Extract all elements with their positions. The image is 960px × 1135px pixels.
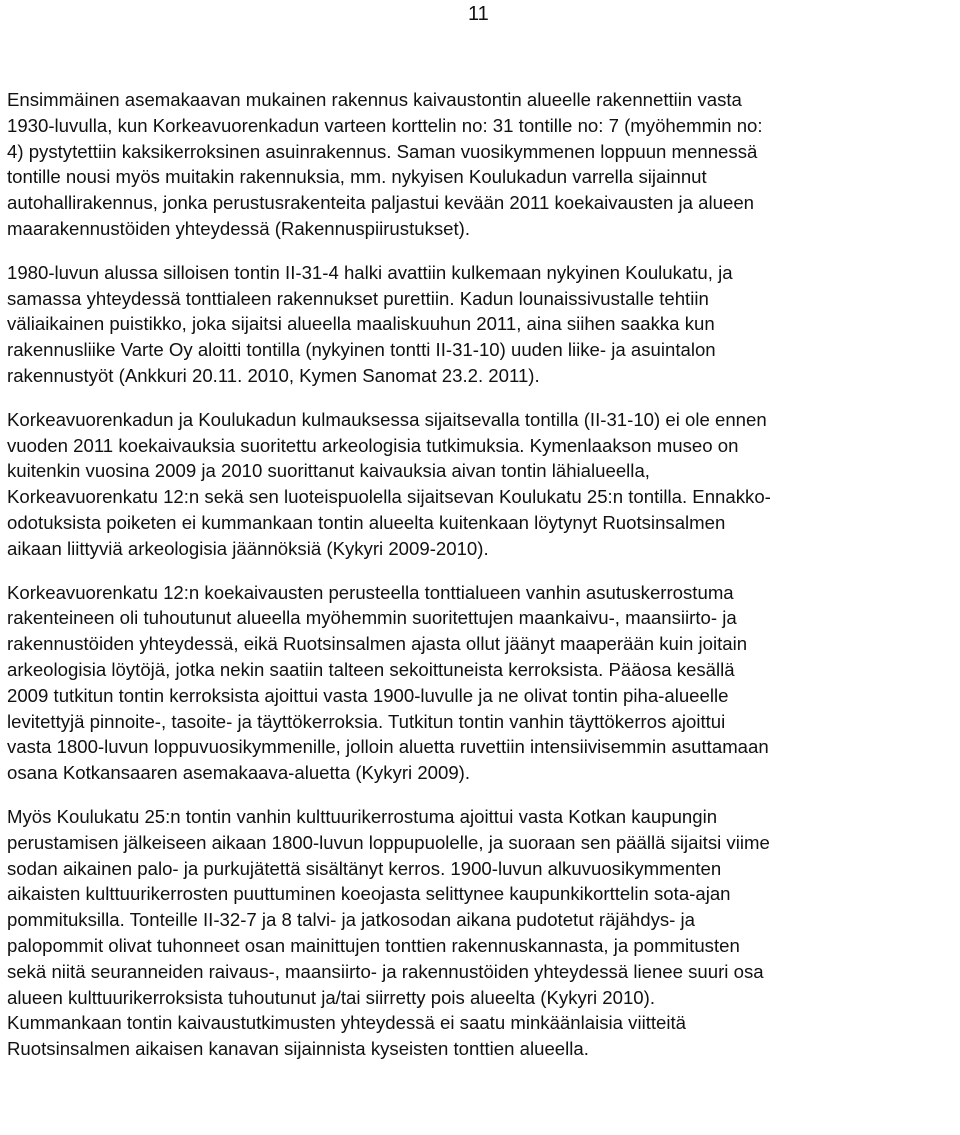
text-line: odotuksista poiketen ei kummankaan tontin alueelta kuitenkaan löytynyt Ruotsinsalmen [7,511,726,533]
text-line: alueen kulttuurikerroksista tuhoutunut ja/tai siirretty pois alueelta (Kykyri 2010). [7,986,656,1008]
text-line: Kummankaan tontin kaivaustutkimusten yhteydessä ei saatu minkäänlaisia viitteitä [7,1012,687,1034]
text-line: Korkeavuorenkadun ja Koulukadun kulmauksessa sijaitsevalla tontilla (II-31-10) ei ole ennen [7,408,767,430]
text-line: rakennustyöt (Ankkuri 20.11. 2010, Kymen Sanomat 23.2. 2011). [7,364,540,386]
text-line: tontille nousi myös muitakin rakennuksia, mm. nykyisen Koulukadun varrella sijainnut [7,166,707,188]
text-line: rakenteineen oli tuhoutunut alueella myöhemmin suoritettujen maankaivu-, maansiirto- ja [7,607,737,629]
text-line: aikaan liittyviä arkeologisia jäännöksiä (Kykyri 2009-2010). [7,537,489,559]
text-line: aikaisten kulttuurikerrosten puuttuminen koeojasta selittynee kaupunkikorttelin sota-ajan [7,883,731,905]
text-line: pommituksilla. Tonteille II-32-7 ja 8 talvi- ja jatkosodan aikana pudotetut räjähdys- ja [7,909,695,931]
text-line: vuoden 2011 koekaivauksia suoritettu arkeologisia tutkimuksia. Kymenlaakson museo on [7,434,739,456]
text-line: osana Kotkansaaren asemakaava-aluetta (Kykyri 2009). [7,762,471,784]
text-line: samassa yhteydessä tonttialeen rakennukset purettiin. Kadun lounaissivustalle tehtiin [7,287,709,309]
text-line: 1930-luvulla, kun Korkeavuorenkadun varteen korttelin no: 31 tontille no: 7 (myöhemmin no: [7,114,763,136]
text-line: Korkeavuorenkatu 12:n sekä sen luoteispuolella sijaitsevan Koulukatu 25:n tontilla. Ennakko- [7,486,771,508]
text-line: kuitenkin vuosina 2009 ja 2010 suorittanut kaivauksia aivan tontin lähialueella, [7,460,650,482]
text-line: 4) pystytettiin kaksikerroksinen asuinrakennus. Saman vuosikymmenen loppuun mennessä [7,140,758,162]
text-line: Myös Koulukatu 25:n tontin vanhin kulttuurikerrostuma ajoittui vasta Kotkan kaupungin [7,805,718,827]
text-line: palopommit olivat tuhonneet osan mainittujen tonttien rakennuskannasta, ja pommitusten [7,934,740,956]
text-line: rakennustöiden yhteydessä, eikä Ruotsinsalmen ajasta ollut jäänyt maaperään kuin joitain [7,633,748,655]
text-line: Korkeavuorenkatu 12:n koekaivausten perusteella tonttialueen vanhin asutuskerrostuma [7,581,734,603]
text-line: 1980-luvun alussa silloisen tontin II-31-4 halki avattiin kulkemaan nykyinen Koulukatu, ja [7,261,733,283]
paragraph-2 [7,260,957,389]
text-line: autohallirakennus, jonka perustusrakenteita paljastui kevään 2011 koekaivausten ja alueen [7,192,755,214]
paragraph-1 [7,87,957,242]
text-line: sekä niitä seuranneiden raivaus-, maansiirto- ja rakennustöiden yhteydessä lienee suuri osa [7,960,764,982]
text-line: Ensimmäinen asemakaavan mukainen rakennus kaivaustontin alueelle rakennettiin vasta [7,89,742,110]
paragraph-5 [7,804,957,1062]
text-line: vasta 1800-luvun loppuvuosikymmenille, jolloin aluetta ruvettiin intensiivisemmin asuttamaan [7,736,769,758]
text-line: perustamisen jälkeiseen aikaan 1800-luvun loppupuolelle, ja suoraan sen päällä sijaitsi viime [7,831,770,853]
text-line: 2009 tutkitun tontin kerroksista ajoittui vasta 1900-luvulle ja ne olivat tontin piha-alueelle [7,684,729,706]
text-line: levitettyjä pinnoite-, tasoite- ja täyttökerroksia. Tutkitun tontin vanhin täyttökerros ajoittui [7,710,726,732]
text-line: arkeologisia löytöjä, jotka nekin saatiin talteen sekoittuneista kerroksista. Pääosa kesällä [7,658,735,680]
page-number: 11 [468,3,489,25]
text-line: rakennusliike Varte Oy aloitti tontilla (nykyinen tontti II-31-10) uuden liike- ja asuintalon [7,339,716,361]
text-line: väliaikainen puistikko, joka sijaitsi alueella maaliskuuhun 2011, aina siihen saakka kun [7,313,715,335]
text-line: sodan aikainen palo- ja purkujätettä sisältänyt kerros. 1900-luvun alkuvuosikymmenten [7,857,722,879]
paragraph-4 [7,580,957,786]
paragraph-3 [7,407,957,562]
text-line: maarakennustöiden yhteydessä (Rakennuspiirustukset). [7,217,471,239]
document-body [7,87,957,1062]
text-line: Ruotsinsalmen aikaisen kanavan sijainnista kyseisten tonttien alueella. [7,1038,589,1060]
